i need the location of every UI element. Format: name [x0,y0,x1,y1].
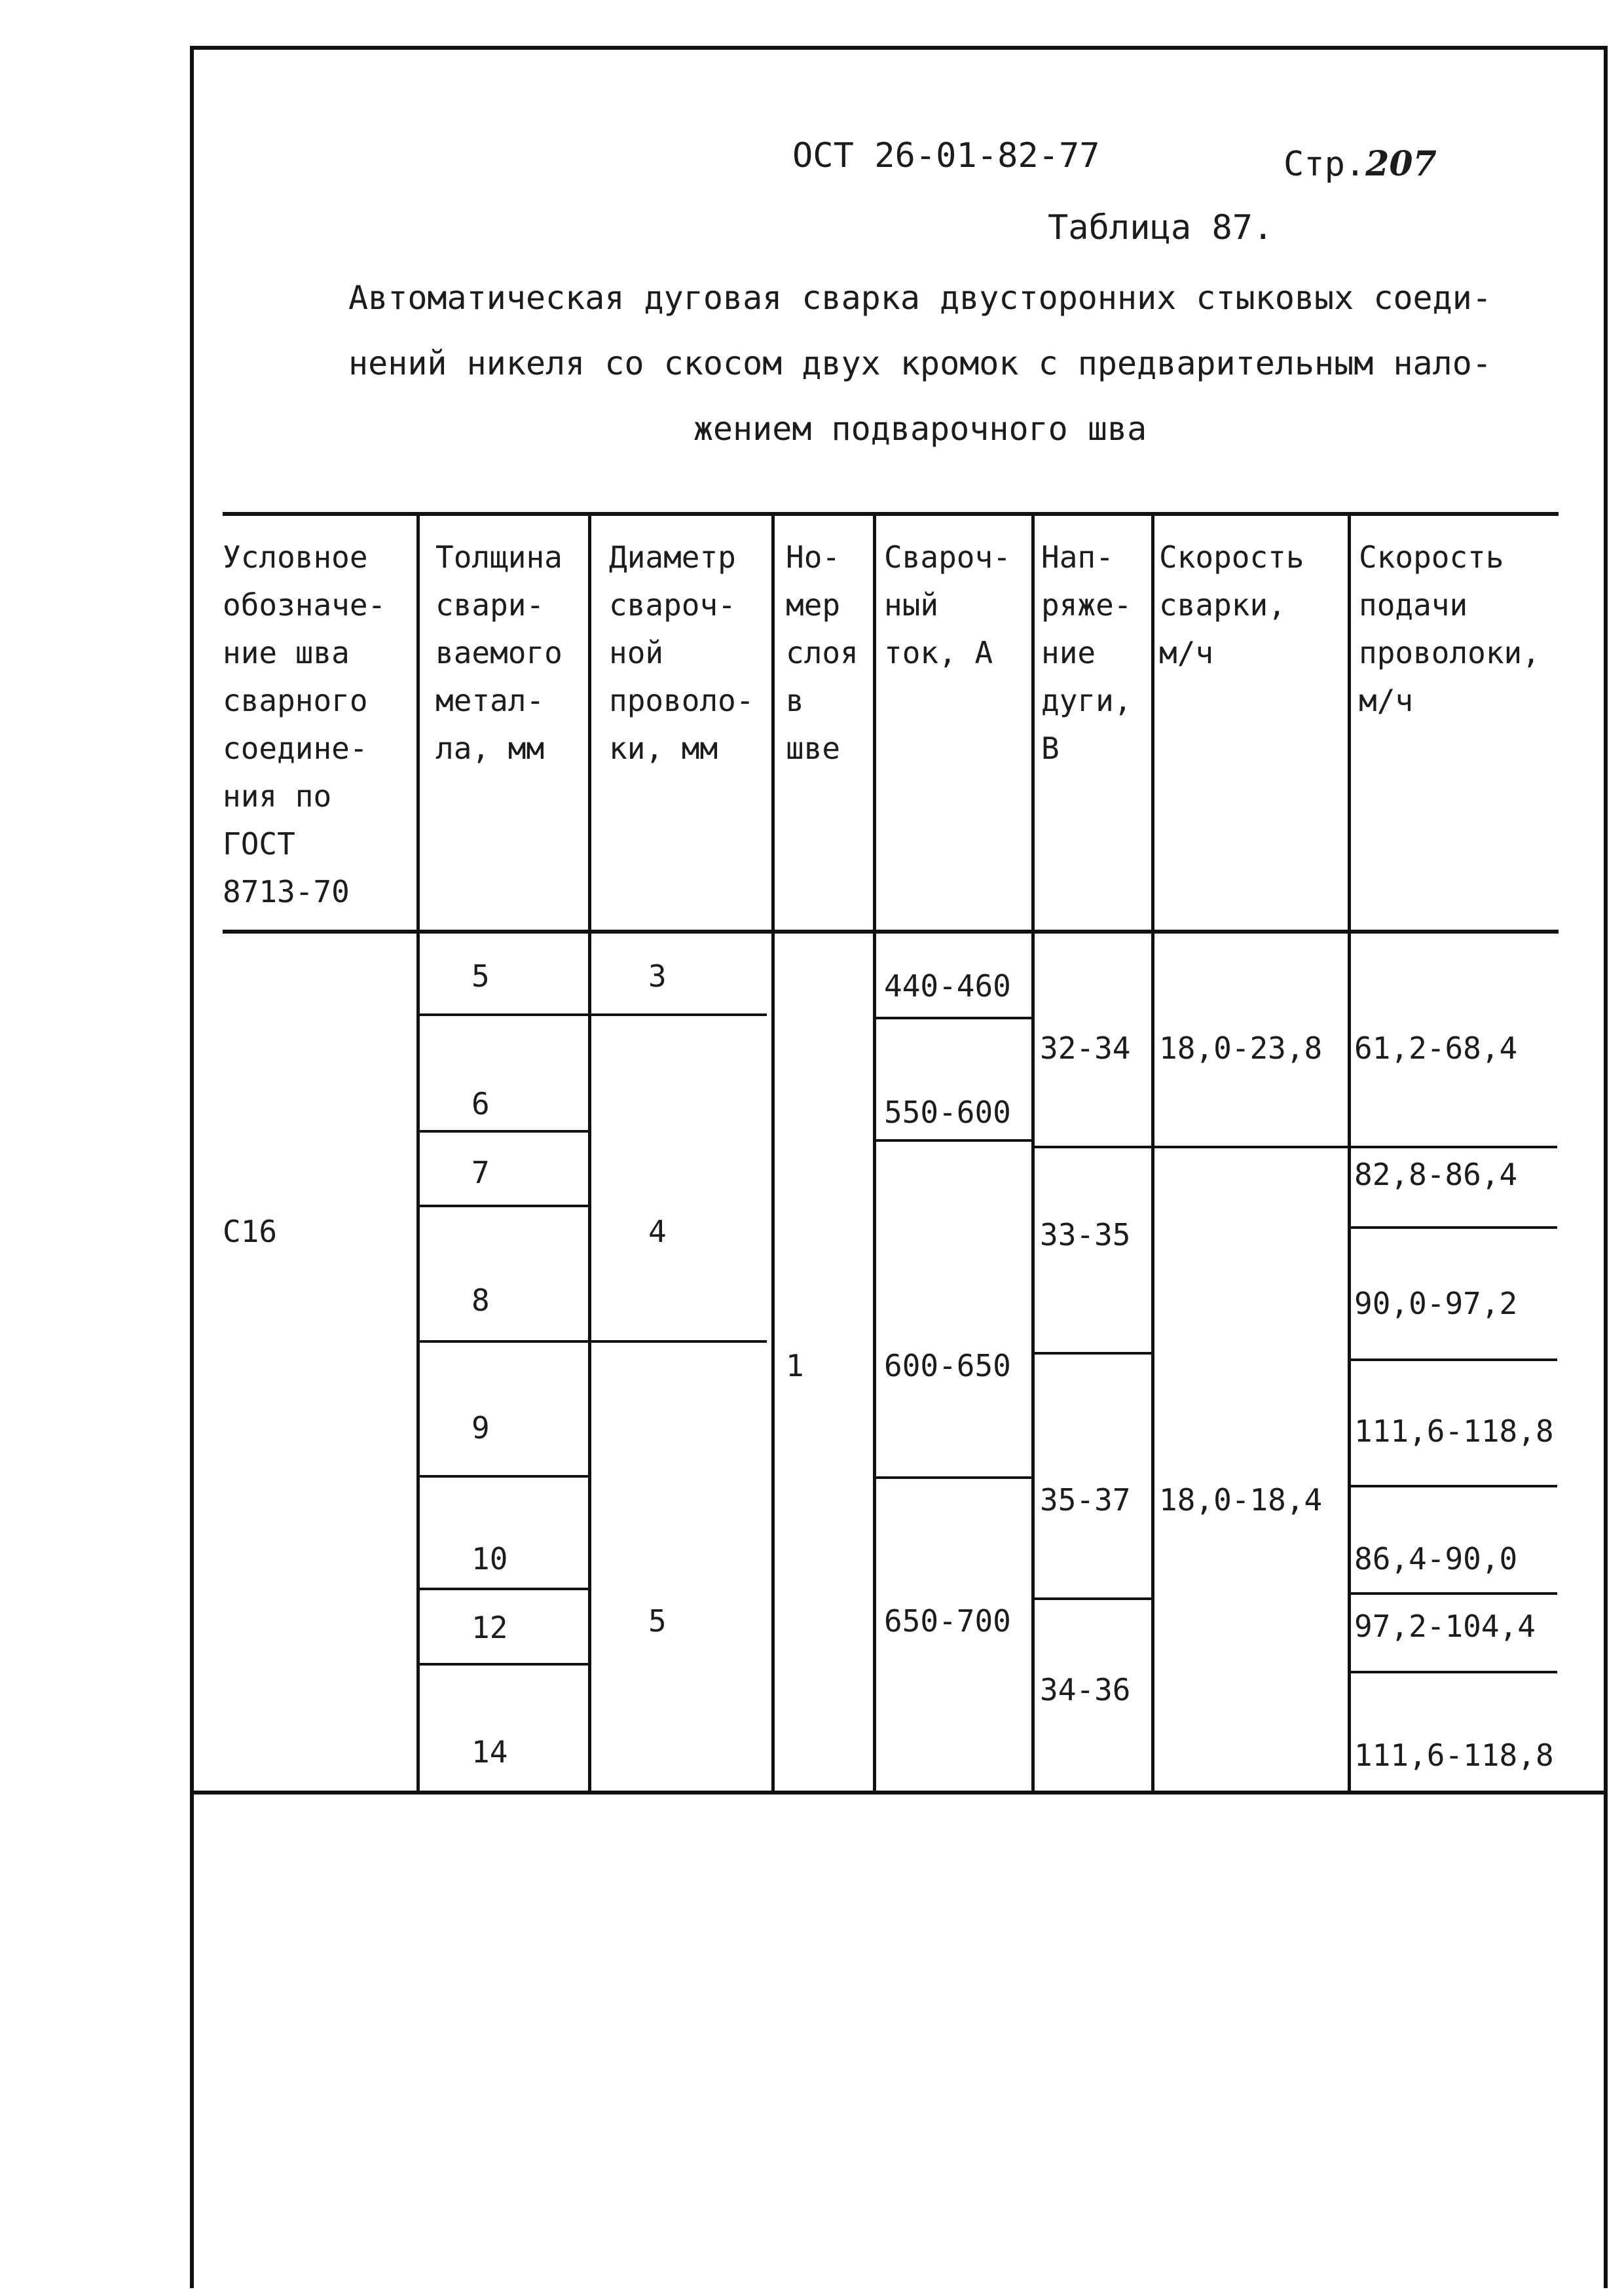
table-top-rule [223,512,1559,516]
col-rule-1 [416,512,420,1792]
table-title [314,265,1526,462]
designation-cell: С16 [223,1214,278,1249]
diameter-cell: 5 [648,1603,667,1639]
row-rule [416,1588,590,1590]
row-rule [416,1130,590,1133]
current-cell: 440-460 [884,968,1011,1004]
row-rule [1348,1592,1557,1595]
row-rule [1348,1358,1557,1361]
thickness-cell: 12 [471,1610,508,1645]
row-rule [873,1476,1033,1479]
row-rule [873,1139,1033,1142]
title-line-3: жением подварочного шва [693,410,1147,448]
voltage-cell: 35-37 [1040,1482,1131,1518]
layer-cell: 1 [786,1348,804,1383]
diameter-cell: 3 [648,958,667,994]
col-rule-2 [588,512,591,1792]
weld-speed-cell: 18,0-23,8 [1159,1030,1323,1066]
page-value: 207 [1365,144,1437,184]
wire-speed-cell: 90,0-97,2 [1354,1286,1518,1321]
header-bottom-rule [223,930,1559,934]
current-cell: 550-600 [884,1095,1011,1130]
row-rule [416,1475,590,1478]
voltage-cell: 33-35 [1040,1217,1131,1252]
header-voltage: Нап- ряже- ние дуги, В [1041,539,1132,766]
col-rule-4 [873,512,876,1792]
row-rule [1348,1671,1557,1673]
thickness-cell: 9 [471,1410,490,1446]
title-line-2: нений никеля со скосом двух кромок с предварительным нало- [348,344,1492,382]
wire-speed-cell: 97,2-104,4 [1354,1609,1536,1644]
page-number [1283,144,1437,184]
row-rule [1031,1146,1349,1148]
thickness-cell: 6 [471,1086,490,1121]
thickness-cell: 14 [471,1734,508,1770]
title-line-1: Автоматическая дуговая сварка двусторонних стыковых соеди- [348,279,1492,317]
wire-speed-cell: 111,6-118,8 [1354,1738,1554,1773]
header-thickness: Толщина свари- ваемого метал- ла, мм [435,539,563,766]
current-cell: 600-650 [884,1348,1011,1383]
header-layer: Но- мер слоя в шве [786,539,858,766]
wire-speed-cell: 111,6-118,8 [1354,1413,1554,1449]
weld-speed-cell: 18,0-18,4 [1159,1482,1323,1518]
row-rule [1348,1146,1557,1148]
row-rule [416,1663,590,1666]
voltage-cell: 32-34 [1040,1030,1131,1066]
diameter-cell: 4 [648,1214,667,1249]
header-wire-speed: Скорость подачи проволоки, м/ч [1359,539,1540,718]
table-number: Таблица 87. [1048,208,1274,247]
row-rule [1031,1352,1153,1355]
header-current: Свароч- ный ток, А [884,539,1011,670]
page-label: Стр. [1283,145,1366,184]
thickness-cell: 7 [471,1155,490,1190]
row-rule [416,1205,590,1207]
voltage-cell: 34-36 [1040,1672,1131,1707]
thickness-cell: 8 [471,1283,490,1318]
row-rule [416,1013,767,1016]
standard-number: ОСТ 26-01-82-77 [792,136,1100,175]
wire-speed-cell: 61,2-68,4 [1354,1030,1518,1066]
row-rule [1348,1485,1557,1487]
row-rule [1348,1226,1557,1229]
header-weld-speed: Скорость сварки, м/ч [1159,539,1304,670]
col-rule-7 [1348,512,1351,1792]
header-designation: Условное обозначе- ние шва сварного соедине- ния по ГОСТ 8713-70 [223,539,386,909]
row-rule [416,1340,767,1343]
wire-speed-cell: 82,8-86,4 [1354,1157,1518,1192]
current-cell: 650-700 [884,1603,1011,1639]
row-rule [873,1017,1033,1019]
col-rule-3 [771,512,775,1792]
thickness-cell: 10 [471,1541,508,1576]
thickness-cell: 5 [471,958,490,994]
table-bottom-rule [190,1791,1608,1795]
header-diameter: Диаметр свароч- ной проволо- ки, мм [609,539,754,766]
row-rule [1031,1597,1153,1600]
wire-speed-cell: 86,4-90,0 [1354,1541,1518,1576]
